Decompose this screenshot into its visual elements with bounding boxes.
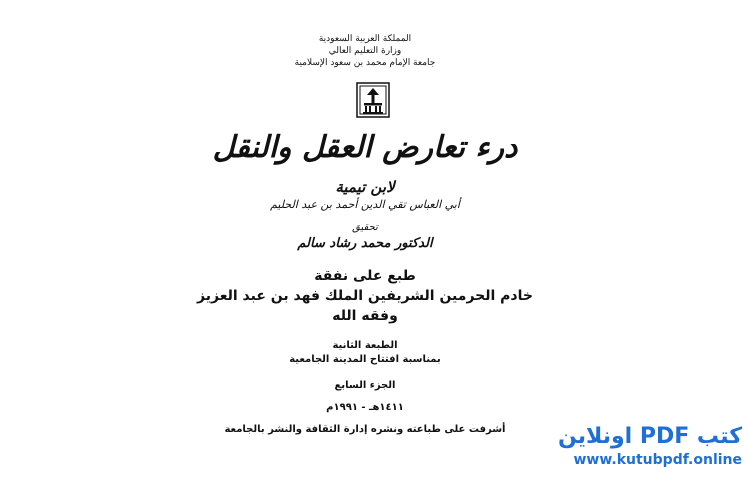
sponsor-line-2: خادم الحرمين الشريفين الملك فهد بن عبد العزيز [197,288,533,304]
sponsor-line-1: طبع على نفقة [314,268,416,284]
edition-number: الطبعة الثانية [332,340,398,351]
supervision-note: أشرفت على طباعته ونشره إدارة الثقافة والنشر بالجامعة [224,424,506,435]
university-logo-icon [356,82,390,118]
header-ministry: وزارة التعليم العالي [328,46,402,56]
publication-year: ١٤١١هـ - ١٩٩١م [326,402,404,413]
sponsor-line-3: وفقه الله [332,308,398,324]
book-editor: الدكتور محمد رشاد سالم [297,236,433,251]
editor-label: تحقيق [352,222,378,233]
watermark-url[interactable]: www.kutubpdf.online [573,452,742,468]
book-author: لابن تيمية [335,178,395,196]
book-author-fullname: أبي العباس تقي الدين أحمد بن عبد الحليم [270,198,460,211]
volume-label: الجزء السابع [334,380,396,391]
watermark-title: كتب PDF اونلاين [557,424,742,449]
header-country: المملكة العربية السعودية [318,34,412,44]
header-university: جامعة الإمام محمد بن سعود الإسلامية [294,58,436,68]
edition-occasion: بمناسبة افتتاح المدينة الجامعية [289,354,441,365]
book-title: درء تعارض العقل والنقل [212,130,518,165]
